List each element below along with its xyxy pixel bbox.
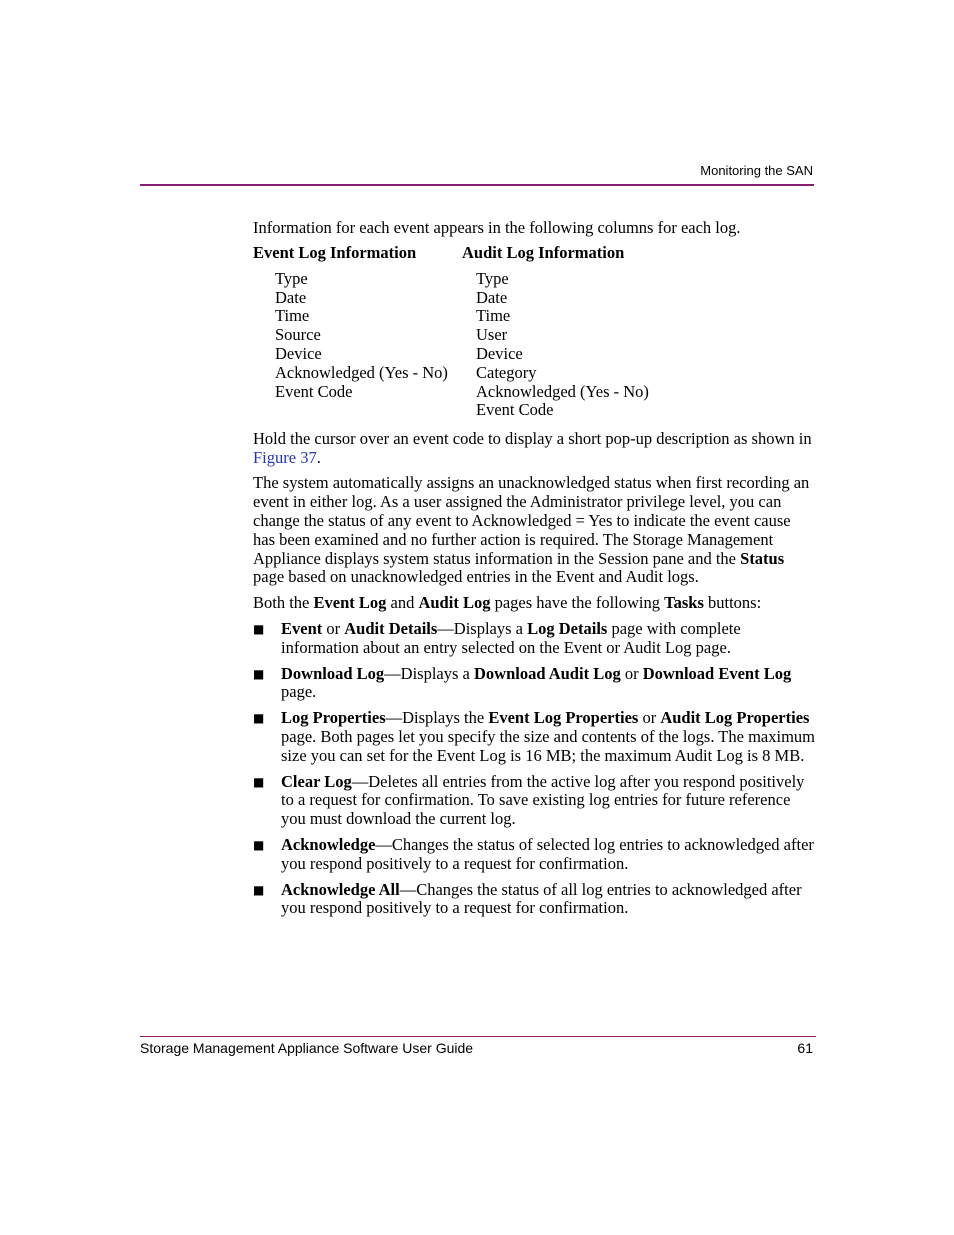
list-item: Time [275, 306, 310, 326]
column-headings [253, 244, 815, 270]
audit-log-heading: Audit Log Information [462, 242, 625, 262]
page-number: 61 [797, 1040, 813, 1056]
bullet-marker-icon: ■ [253, 837, 265, 852]
list-item: Category [476, 362, 537, 382]
audit-log-list [476, 270, 649, 420]
column-lists [253, 270, 815, 430]
footer-guide-title: Storage Management Appliance Software User Guide [140, 1040, 474, 1056]
list-item: Type [275, 268, 308, 288]
bullet-marker-icon: ■ [253, 711, 265, 726]
bullet-marker-icon: ■ [253, 666, 265, 681]
hover-paragraph: Hold the cursor over an event code to display a short pop-up description as shown in Figure 37. [253, 428, 812, 467]
bullet-marker-icon: ■ [253, 621, 265, 636]
bullet-acknowledge-all: ■ Acknowledge All—Changes the status of all log entries to acknowledged after you respond positively to a request for confirmation. [253, 879, 802, 918]
list-item: Event Code [275, 381, 353, 401]
tasks-bullet-list [253, 620, 815, 918]
intro-paragraph: Information for each event appears in the following columns for each log. [253, 218, 741, 237]
tasks-paragraph: Both the Event Log and Audit Log pages have the following Tasks buttons: [253, 593, 762, 613]
bullet-marker-icon: ■ [253, 774, 265, 789]
list-item: Acknowledged (Yes - No) [275, 362, 448, 382]
list-item: User [476, 325, 508, 345]
list-item: Date [476, 287, 508, 307]
event-log-list [275, 270, 448, 402]
list-item: Device [275, 343, 322, 363]
running-header: Monitoring the SAN [700, 163, 813, 178]
bullet-log-properties: ■ Log Properties—Displays the Event Log Properties or Audit Log Properties page. Both pages let you specify the size and contents of the logs. The maximum size you can set for the Event Log is 16 MB; the maximum Audit Log is 8 MB. [253, 708, 815, 765]
list-item: Acknowledged (Yes - No) [476, 381, 649, 401]
list-item: Device [476, 343, 523, 363]
bullet-download-log: ■ Download Log—Displays a Download Audit Log or Download Event Log page. [253, 663, 792, 702]
list-item: Date [275, 287, 307, 307]
status-paragraph: The system automatically assigns an unacknowledged status when first recording an event in either log. As a user assigned the Administrator privilege level, you can change the status of any event to Acknowledged = Yes to indicate the event cause has been examined and no further action is required. The Storage Management Appliance displays system status information in the Session pane and the Status page based on unacknowledged entries in the Event and Audit logs. [253, 473, 810, 587]
list-item: Source [275, 325, 321, 345]
bullet-acknowledge: ■ Acknowledge—Changes the status of selected log entries to acknowledged after you respond positively to a request for confirmation. [253, 834, 814, 873]
event-log-heading: Event Log Information [253, 242, 417, 262]
bullet-marker-icon: ■ [253, 882, 265, 897]
list-item: Time [476, 306, 511, 326]
bullet-clear-log: ■ Clear Log—Deletes all entries from the active log after you respond positively to a request for confirmation. To save existing log entries for future reference you must download the current log. [253, 771, 805, 829]
list-item: Event Code [476, 400, 554, 420]
bullet-event-audit-details: ■ Event or Audit Details—Displays a Log Details page with complete information about an entry selected on the Event or Audit Log page. [253, 618, 741, 657]
page-body [253, 219, 815, 925]
footer-rule [140, 1036, 816, 1037]
list-item: Type [476, 268, 509, 288]
figure-link[interactable]: Figure 37 [253, 447, 317, 467]
header-rule [140, 184, 814, 186]
